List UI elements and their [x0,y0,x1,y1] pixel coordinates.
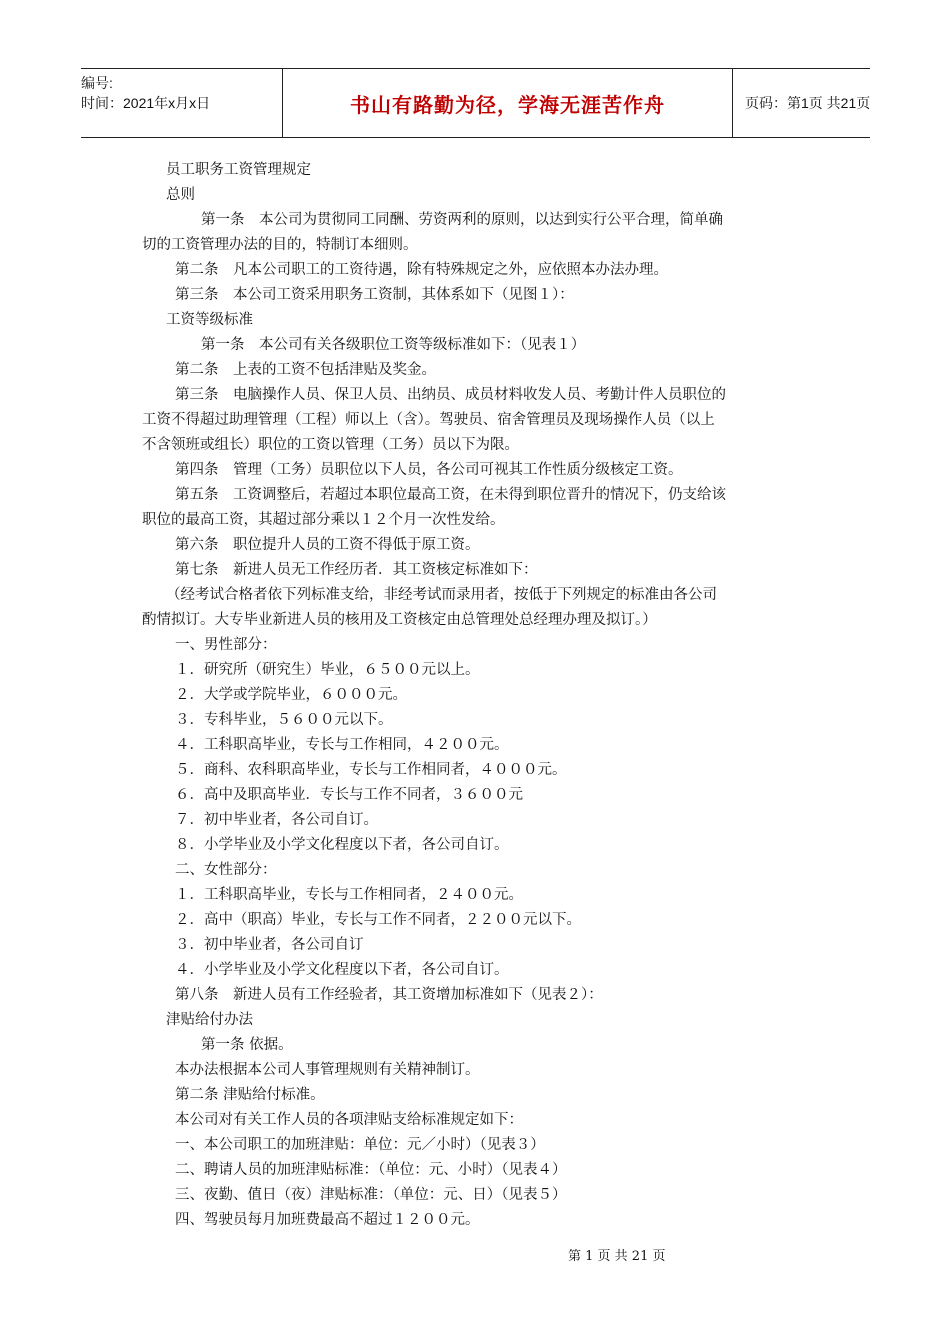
paragraph-line: 第二条 津贴给付标准。 [175,1087,325,1103]
document-title: 员工职务工资管理规定 [166,162,311,178]
section-heading: 总则 [166,187,195,203]
document-number-label: 编号: [81,75,113,91]
list-item: ４．工科职高毕业，专长与工作相同，４２００元。 [175,737,509,753]
list-item: ４．小学毕业及小学文化程度以下者，各公司自订。 [175,962,509,978]
section-heading: 工资等级标准 [166,312,253,328]
paragraph-line: 第五条 工资调整后，若超过本职位最高工资，在未得到职位晋升的情况下，仍支给该 [175,487,726,503]
header-motto: 书山有路勤为径，学海无涯苦作舟 [282,69,733,137]
paragraph-line: 第二条 上表的工资不包括津贴及奖金。 [175,362,436,378]
list-heading: 一、男性部分： [175,637,277,653]
section-heading: 津贴给付办法 [166,1012,253,1028]
paragraph-line: 第四条 管理（工务）员职位以下人员，各公司可视其工作性质分级核定工资。 [175,462,683,478]
paragraph-line: 酌情拟订。大专毕业新进人员的核用及工资核定由总管理处总经理办理及拟订。） [142,612,657,628]
list-item: ２．高中（职高）毕业，专长与工作不同者，２２００元以下。 [175,912,581,928]
paragraph-line: 不含领班或组长）职位的工资以管理（工务）员以下为限。 [142,437,519,453]
list-item: 一、本公司职工的加班津贴：单位：元／小时）（见表３） [175,1137,545,1153]
paragraph-line: 本公司对有关工作人员的各项津贴支给标准规定如下： [175,1112,523,1128]
paragraph-line: 本办法根据本公司人事管理规则有关精神制订。 [175,1062,480,1078]
list-item: 四、驾驶员每月加班费最高不超过１２００元。 [175,1212,480,1228]
paragraph-line: 第一条 本公司为贯彻同工同酬、劳资两利的原则，以达到实行公平合理，简单确 [201,212,723,228]
list-item: ５．商科、农科职高毕业，专长与工作相同者，４０００元。 [175,762,567,778]
header-meta [81,69,282,137]
paragraph-line: 第二条 凡本公司职工的工资待遇，除有特殊规定之外，应依照本办法办理。 [175,262,668,278]
list-item: ６．高中及职高毕业．专长与工作不同者，３６００元 [175,787,523,803]
paragraph-line: 职位的最高工资，其超过部分乘以１２个月一次性发给。 [142,512,505,528]
list-item: ３．初中毕业者，各公司自订 [175,937,364,953]
list-item: １．工科职高毕业，专长与工作相同者，２４００元。 [175,887,523,903]
page-footer: 第 1 页 共 21 页 [568,1249,666,1264]
list-item: ７．初中毕业者，各公司自订。 [175,812,378,828]
list-heading: 二、女性部分： [175,862,277,878]
paragraph-line: 第一条 本公司有关各级职位工资等级标准如下：（见表１） [201,337,586,353]
paragraph-line: 第六条 职位提升人员的工资不得低于原工资。 [175,537,480,553]
list-item: ８．小学毕业及小学文化程度以下者，各公司自订。 [175,837,509,853]
paragraph-line: 第三条 电脑操作人员、保卫人员、出纳员、成员材料收发人员、考勤计件人员职位的 [175,387,726,403]
header-page-info: 页码：第1页 共21页 [745,95,871,111]
paragraph-line: 第一条 依据。 [201,1037,293,1053]
paragraph-line: 第八条 新进人员有工作经验者，其工资增加标准如下（见表２）： [175,987,603,1003]
list-item: ３．专科毕业，５６００元以下。 [175,712,393,728]
list-item: ２．大学或学院毕业，６０００元。 [175,687,407,703]
document-date: 时间：2021年x月x日 [81,95,211,111]
paragraph-line: 第七条 新进人员无工作经历者．其工资核定标准如下： [175,562,538,578]
list-item: 二、聘请人员的加班津贴标准：（单位：元、小时）（见表４） [175,1162,567,1178]
paragraph-line: 切的工资管理办法的目的，特制订本细则。 [142,237,418,253]
page-header [81,68,870,138]
paragraph-line: 第三条 本公司工资采用职务工资制，其体系如下（见图１）： [175,287,574,303]
list-item: １．研究所（研究生）毕业，６５００元以上。 [175,662,480,678]
list-item: 三、夜勤、值日（夜）津贴标准：（单位：元、日）（见表５） [175,1187,567,1203]
paragraph-line: （经考试合格者依下列标准支给，非经考试而录用者，按低于下列规定的标准由各公司 [166,587,717,603]
paragraph-line: 工资不得超过助理管理（工程）师以上（含）。驾驶员、宿舍管理员及现场操作人员（以上 [142,412,715,428]
